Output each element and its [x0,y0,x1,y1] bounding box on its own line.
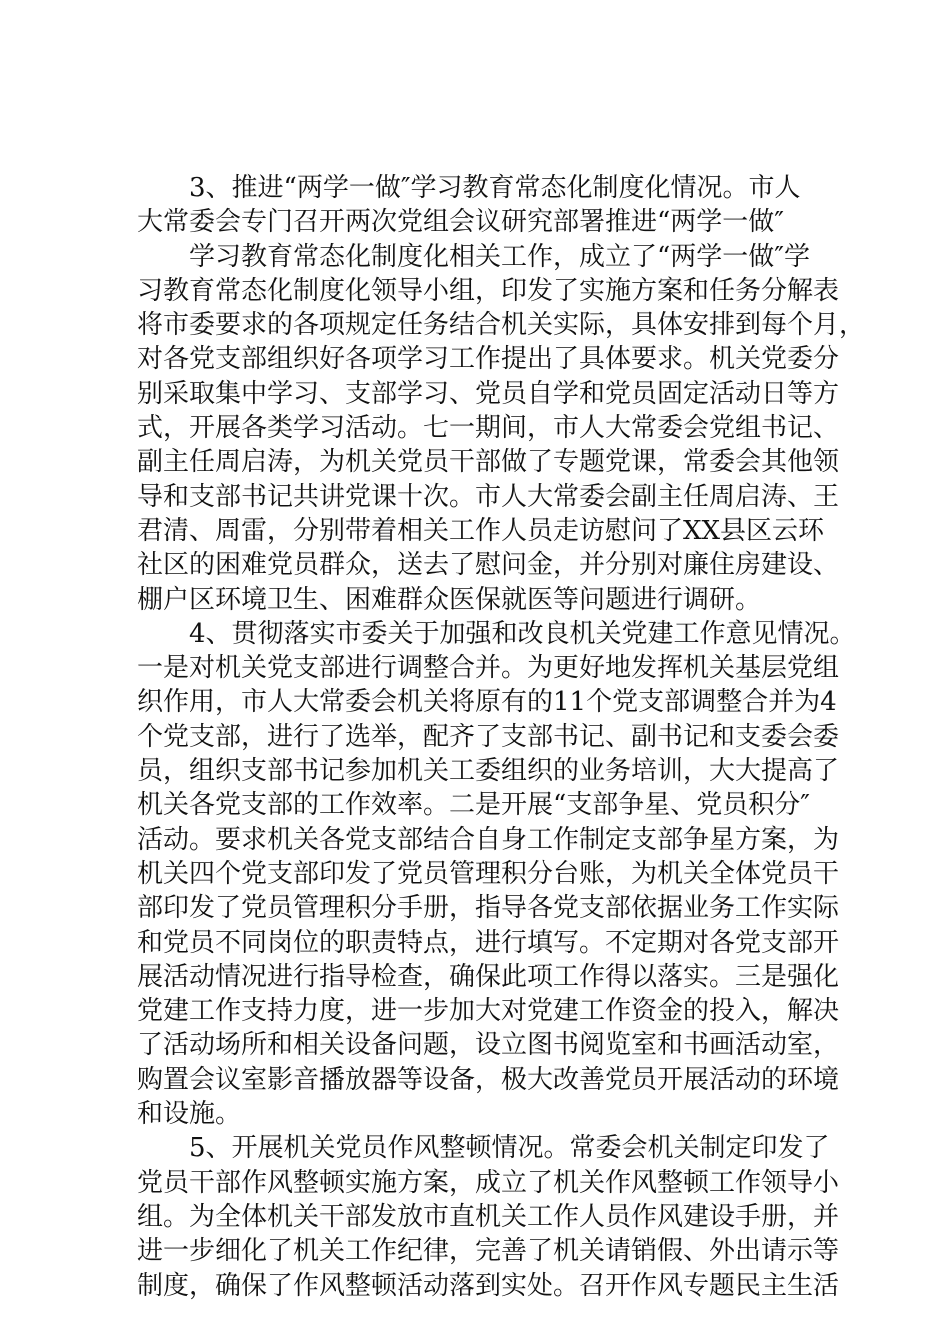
text-line: 了活动场所和相关设备问题，设立图书阅览室和书画活动室， [137,1030,840,1061]
text-line: 习教育常态化制度化领导小组，印发了实施方案和任务分解表 [137,275,840,306]
text-line: 购置会议室影音播放器等设备，极大改善党员开展活动的环境 [137,1064,840,1095]
text-line: 进一步细化了机关工作纪律，完善了机关请销假、外出请示等 [137,1236,840,1267]
text-line: 展活动情况进行指导检查，确保此项工作得以落实。三是强化 [137,961,840,992]
text-line: 员，组织支部书记参加机关工委组织的业务培训，大大提高了 [137,756,840,787]
text-line: 党建工作支持力度，进一步加大对党建工作资金的投入，解决 [137,996,840,1027]
text-line: 活动。要求机关各党支部结合自身工作制定支部争星方案，为 [137,824,840,855]
text-line: 大常委会专门召开两次党组会议研究部署推进“两学一做″ [137,207,785,238]
text-line: 君清、周雷，分别带着相关工作人员走访慰问了XX县区云环 [137,515,825,546]
text-line: 3、推进“两学一做″学习教育常态化制度化情况。市人 [189,173,801,203]
text-line: 导和支部书记共讲党课十次。市人大常委会副主任周启涛、王 [137,481,840,512]
text-line: 个党支部，进行了选举，配齐了支部书记、副书记和支委会委 [137,721,840,752]
text-line: 式，开展各类学习活动。七一期间，市人大常委会党组书记、 [137,413,840,444]
text-line: 和党员不同岗位的职责特点，进行填写。不定期对各党支部开 [137,927,840,958]
text-line: 组。为全体机关干部发放市直机关工作人员作风建设手册，并 [137,1201,840,1232]
text-line: 机关各党支部的工作效率。二是开展“支部争星、党员积分″ [137,790,811,821]
text-line: 机关四个党支部印发了党员管理积分台账，为机关全体党员干 [137,858,840,889]
text-line: 4、贯彻落实市委关于加强和改良机关党建工作意见情况。 [189,618,856,649]
text-line: 和设施。 [137,1099,242,1130]
text-line: 织作用，市人大常委会机关将原有的11个党支部调整合并为4 [137,687,837,718]
text-line: 制度，确保了作风整顿活动落到实处。召开作风专题民主生活 [137,1270,840,1301]
text-line: 副主任周启涛，为机关党员干部做了专题党课，常委会其他领 [137,447,840,478]
text-line: 党员干部作风整顿实施方案，成立了机关作风整顿工作领导小 [137,1167,840,1198]
text-line: 将市委要求的各项规定任务结合机关实际，具体安排到每个月， [137,310,866,341]
text-line: 棚户区环境卫生、困难群众医保就医等问题进行调研。 [137,584,762,615]
text-line: 别采取集中学习、支部学习、党员自学和党员固定活动日等方 [137,378,840,409]
text-line: 5、开展机关党员作风整顿情况。常委会机关制定印发了 [189,1133,830,1164]
document-body [137,171,866,1303]
text-line: 一是对机关党支部进行调整合并。为更好地发挥机关基层党组 [137,653,840,684]
text-line: 对各党支部组织好各项学习工作提出了具体要求。机关党委分 [137,344,840,375]
text-line: 部印发了党员管理积分手册，指导各党支部依据业务工作实际 [137,893,840,924]
text-line: 学习教育常态化制度化相关工作，成立了“两学一做″学 [189,241,811,272]
text-line: 社区的困难党员群众，送去了慰问金，并分别对廉住房建设、 [137,550,840,581]
